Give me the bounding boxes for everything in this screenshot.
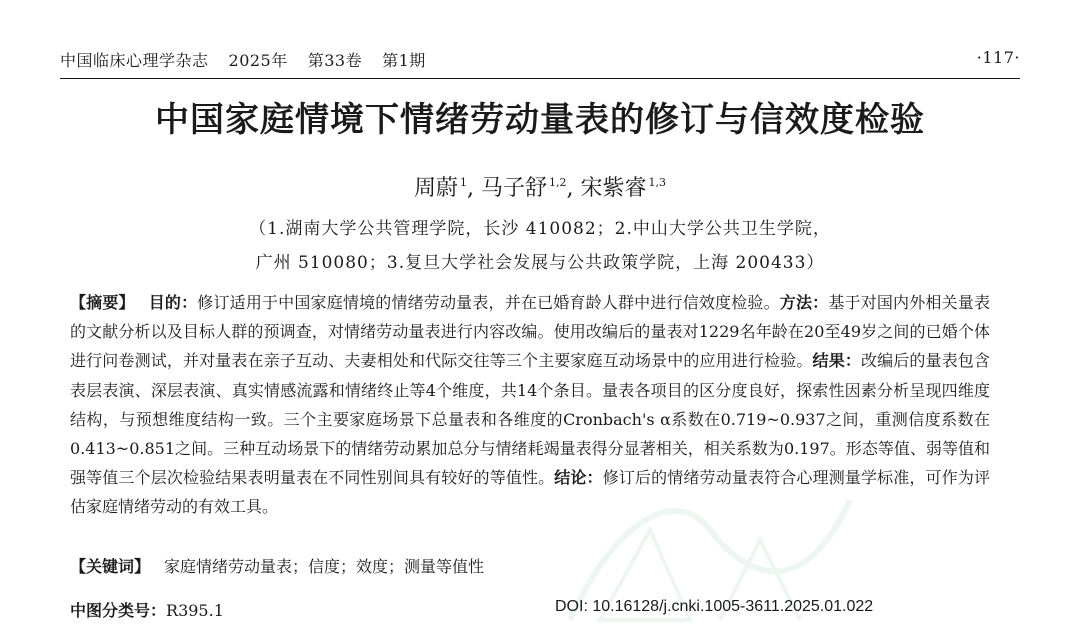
running-header <box>60 44 1020 74</box>
keywords-text: 家庭情绪劳动量表；信度；效度；测量等值性 <box>164 557 485 576</box>
journal-info <box>60 48 446 71</box>
journal-volume: 第33卷 <box>307 51 363 70</box>
conclusion-text: 修订后的情绪劳动量表符合心理测量学标准，可作为评估家庭情绪劳动的有效工具。 <box>70 468 990 517</box>
abstract <box>70 288 990 522</box>
journal-name: 中国临床心理学杂志 <box>60 51 209 70</box>
author-affiliation-mark: 1,3 <box>648 176 667 189</box>
affiliation-line: 广州 510080；3.复旦大学社会发展与公共政策学院，上海 200433） <box>255 253 825 273</box>
methods-label: 方法： <box>779 293 829 312</box>
objective-label: 目的： <box>148 293 198 312</box>
author-name: 周蔚 <box>413 176 458 201</box>
classification-value: R395.1 <box>166 601 224 620</box>
classification-number <box>70 598 224 621</box>
doi-text: DOI: 10.16128/j.cnki.1005-3611.2025.01.022 <box>555 598 874 615</box>
results-text: 改编后的量表包含表层表演、深层表演、真实情感流露和情绪终止等4个维度，共14个条目。量表各项目的区分度良好，探索性因素分析呈现四维度结构，与预想维度结构一致。三个主要家庭场景下总量表和各维度的Cronbach's α系数在0.719~0.937之间，重测信度系数在0.413~0.851之间。三种互动场景下的情绪劳动累加总分与情绪耗竭量表得分显著相关，相关系数为0.197。形态等值、弱等值和强等值三个层次检验结果表明量表在不同性别间具有较好的等值性。 <box>70 351 990 488</box>
author-name: 宋紫睿 <box>580 176 647 201</box>
page-number: ·117· <box>976 48 1020 67</box>
conclusion-label: 结论： <box>554 468 603 488</box>
author-list <box>0 171 1080 202</box>
author-separator: , <box>466 176 481 201</box>
header-divider <box>60 78 1020 79</box>
article-meta <box>70 598 980 622</box>
author-affiliation-mark: 1,2 <box>549 176 567 189</box>
results-label: 结果： <box>812 351 861 371</box>
author-separator: , <box>566 176 581 201</box>
author-affiliation-mark: 1 <box>459 176 467 189</box>
classification-label: 中图分类号： <box>70 601 167 620</box>
paper-title: 中国家庭情境下情绪劳动量表的修订与信效度检验 <box>155 100 925 140</box>
journal-year: 2025年 <box>228 51 288 70</box>
keywords <box>70 554 990 577</box>
journal-issue: 第1期 <box>382 51 426 70</box>
keywords-label: 【关键词】 <box>70 557 151 576</box>
author-name: 马子舒 <box>480 176 547 201</box>
methods-text: 基于对国内外相关量表的文献分析以及目标人群的预调查，对情绪劳动量表进行内容改编。使用改编后的量表对1229名年龄在20至49岁之间的已婚个体进行问卷测试，并对量表在亲子互动、夫妻相处和代际交往等三个主要家庭互动场景中的应用进行检验。 <box>70 293 990 371</box>
objective-text: 修订适用于中国家庭情境的情绪劳动量表，并在已婚育龄人群中进行信效度检验。 <box>197 293 780 312</box>
affiliation-line: （1.湖南大学公共管理学院，长沙 410082；2.中山大学公共卫生学院， <box>249 219 831 239</box>
abstract-label: 【摘要】 <box>70 293 135 312</box>
